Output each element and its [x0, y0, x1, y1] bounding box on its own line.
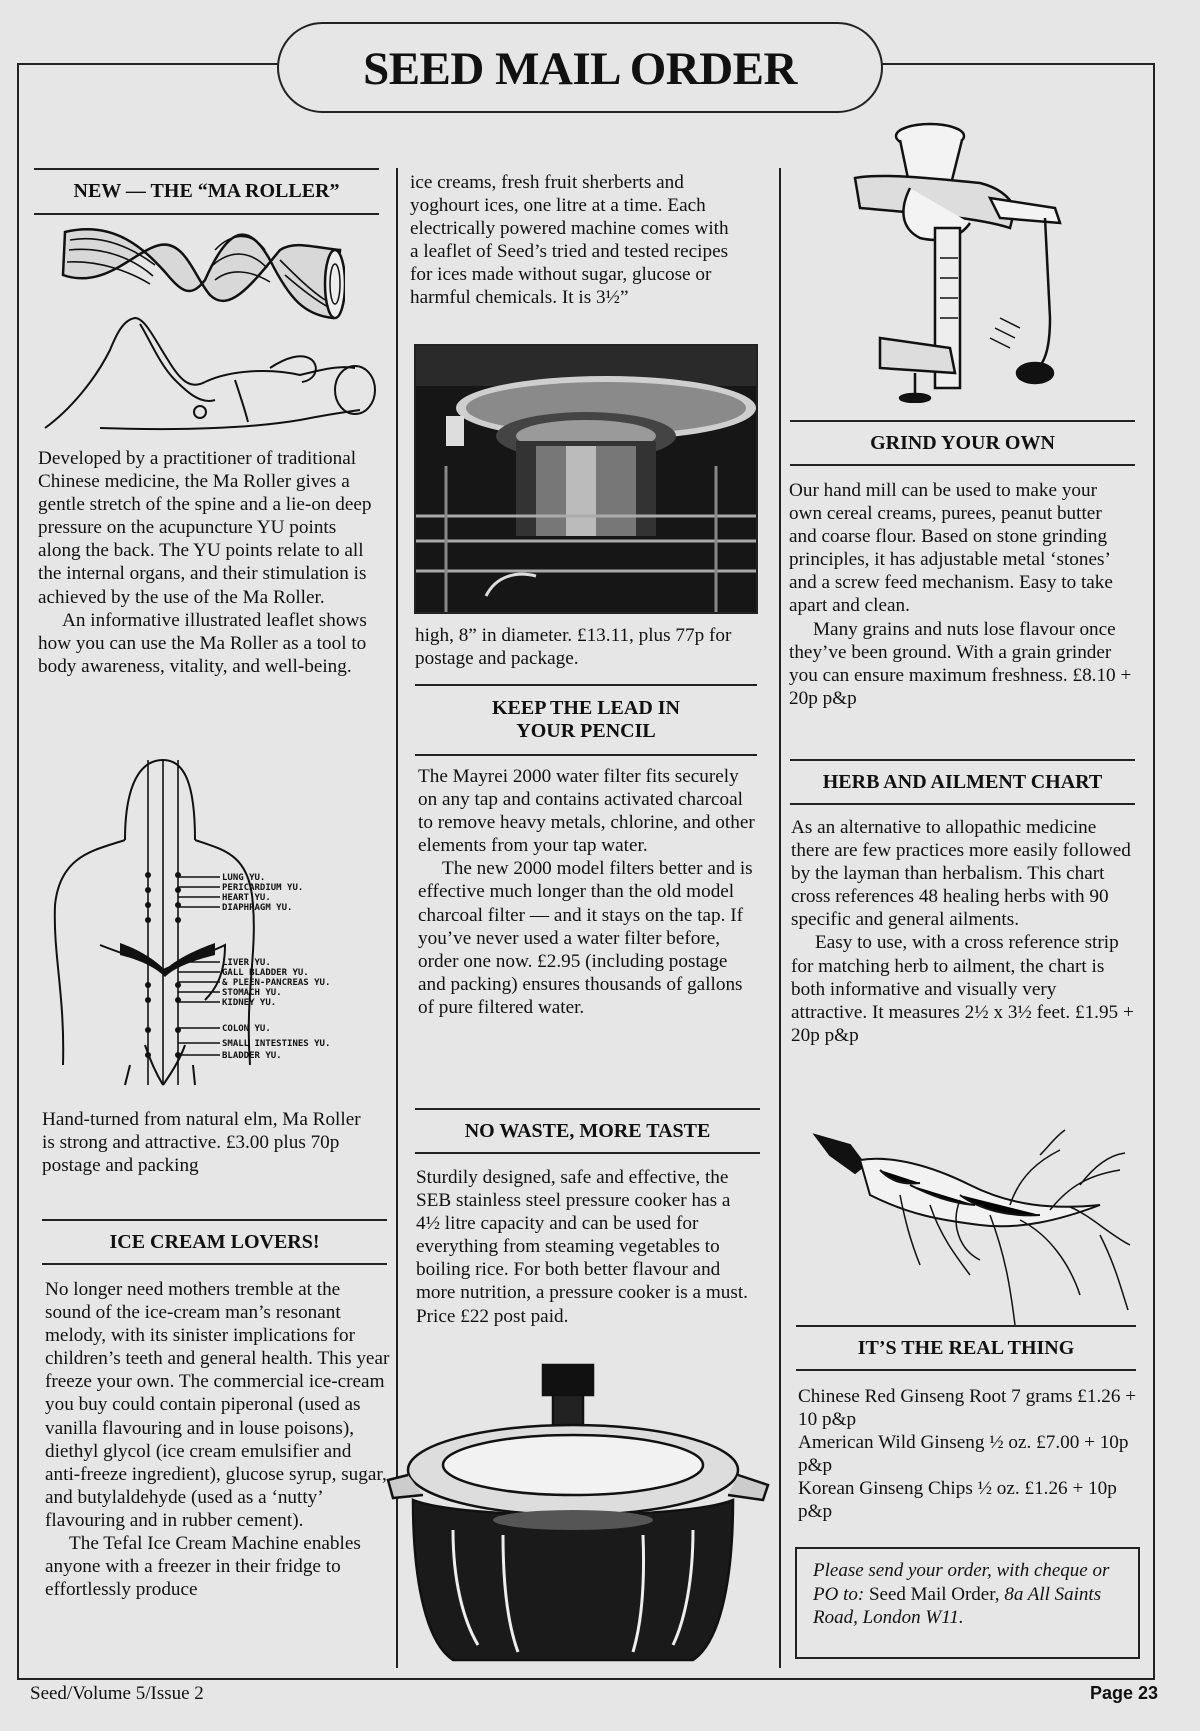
ice-cream-para1: No longer need mothers tremble at the sound of the ice-cream man’s resonant melody, with its sinister implications for children’s teeth and general health. This year freeze your own. The commercial ice-cream you buy could contain piperonal (used as vanilla flavouring and in louse poisons), diethyl glycol (ice cream emulsifier and anti-freeze ingredient), glucose syrup, sugar, and butylaldehyde (used as a ‘nutty’ flavouring and in rubber cement).	[45, 1279, 390, 1531]
ginseng-item: American Wild Ginseng ½ oz. £7.00 + 10p p&p	[798, 1432, 1129, 1477]
diagram-label: LIVER YU.	[222, 958, 271, 968]
herb-chart-text	[791, 816, 1136, 1047]
herb-chart-para1: As an alternative to allopathic medicine there are few practices more easily followed by the layman than herbalism. This chart cross references 48 healing herbs with 90 specific and general ailments.	[791, 817, 1131, 931]
reclining-figure-illustration	[40, 310, 380, 438]
grind-text	[789, 479, 1134, 710]
diagram-label: HEART YU.	[222, 893, 271, 903]
ice-cream-continued: ice creams, fresh fruit sherberts and yoghourt ices, one litre at a time. Each electrically powered machine comes with a leaflet of Seed’s tried and tested recipes for ices made without sugar, glucose or harmful chemicals. It is 3½”	[410, 172, 729, 309]
ginseng-price-list	[798, 1385, 1143, 1524]
ice-cream-machine-photo	[414, 344, 758, 614]
ginseng-item: Chinese Red Ginseng Root 7 grams £1.26 + 10 p&p	[798, 1386, 1137, 1431]
diagram-label: LUNG YU.	[222, 873, 266, 883]
hand-mill-illustration	[840, 118, 1070, 403]
ice-cream-text	[45, 1278, 390, 1601]
ice-cream-para2: The Tefal Ice Cream Machine enables anyone with a freezer in their fridge to effortlessly produce	[45, 1533, 361, 1601]
grind-para1: Our hand mill can be used to make your own cereal creams, purees, peanut butter and coarse flour. Based on stone grinding principles, it has adjustable metal ‘stones’ and a screw feed mechanism. Easy to take apart and clean.	[789, 480, 1113, 617]
diagram-label: & PLEEN-PANCREAS YU.	[222, 978, 331, 988]
order-address-box	[795, 1547, 1140, 1659]
order-note-intro: Please send your order, with cheque or PO to:	[813, 1560, 1110, 1605]
page-title: SEED MAIL ORDER	[363, 43, 797, 95]
pressure-cooker-heading: NO WASTE, MORE TASTE	[415, 1108, 760, 1154]
ma-roller-heading: NEW — THE “MA ROLLER”	[34, 168, 379, 215]
water-filter-para2: The new 2000 model filters better and is effective much longer than the old model charcoal filter — and it stays on the tap. If you’ve never used a water filter before, order one now. £2.95 (including postage and packing) ensures thousands of gallons of pure filtered water.	[418, 858, 753, 1018]
diagram-label: DIAPHRAGM YU.	[222, 903, 293, 913]
ginseng-item: Korean Ginseng Chips ½ oz. £1.26 + 10p p&p	[798, 1478, 1117, 1523]
yu-points-back-diagram	[45, 755, 390, 1090]
water-filter-heading	[415, 684, 757, 756]
diagram-label: SMALL INTESTINES YU.	[222, 1039, 331, 1049]
ma-roller-price-text: Hand-turned from natural elm, Ma Roller is strong and attractive. £3.00 plus 70p postage and packing	[42, 1109, 361, 1177]
ma-roller-text	[38, 447, 383, 678]
pressure-cooker-text: Sturdily designed, safe and effective, the SEB stainless steel pressure cooker has a 4½ litre capacity and can be used for everything from steaming vegetables to boiling rice. For both better flavour and more nutrition, a pressure cooker is a must. Price £22 post paid.	[416, 1167, 748, 1327]
footer-page-number: Page 23	[1090, 1683, 1159, 1703]
ice-cream-price: high, 8” in diameter. £13.11, plus 77p for postage and package.	[415, 625, 732, 670]
diagram-label: COLON YU.	[222, 1024, 271, 1034]
water-filter-text	[418, 765, 758, 1019]
order-note-address: 8a All Saints Road, London W11.	[813, 1583, 1102, 1628]
order-note-company: Seed Mail Order,	[868, 1583, 1000, 1605]
ginseng-heading: IT’S THE REAL THING	[796, 1325, 1136, 1371]
water-filter-heading-line2: YOUR PENCIL	[516, 720, 656, 742]
grind-para2: Many grains and nuts lose flavour once they’ve been ground. With a grain grinder you can ensure maximum freshness. £8.10 + 20p p&p	[789, 618, 1132, 709]
ma-roller-para1: Developed by a practitioner of traditional Chinese medicine, the Ma Roller gives a gentle stretch of the spine and a lie-on deep pressure on the acupuncture YU points along the back. The YU points relate to all the internal organs, and their stimulation is achieved by the use of the Ma Roller.	[38, 448, 372, 608]
ginseng-root-illustration	[810, 1125, 1140, 1330]
water-filter-para1: The Mayrei 2000 water filter fits securely on any tap and contains activated charcoal to remove heavy metals, chlorine, and other elements from your tap water.	[418, 766, 755, 857]
footer-issue: Seed/Volume 5/Issue 2	[30, 1683, 204, 1704]
diagram-label: STOMACH YU.	[222, 988, 282, 998]
diagram-label: PERICARDIUM YU.	[222, 883, 304, 893]
herb-chart-para2: Easy to use, with a cross reference strip for matching herb to ailment, the chart is both informative and visually very attractive. It measures 2½ x 3½ feet. £1.95 + 20p p&p	[791, 932, 1134, 1046]
water-filter-heading-line1: KEEP THE LEAD IN	[491, 697, 681, 719]
diagram-label: BLADDER YU.	[222, 1051, 282, 1061]
pressure-cooker-illustration	[383, 1360, 773, 1670]
ice-cream-heading: ICE CREAM LOVERS!	[42, 1219, 387, 1265]
column-divider-right	[779, 168, 781, 1668]
ma-roller-para2: An informative illustrated leaflet shows how you can use the Ma Roller as a tool to body awareness, vitality, and well-being.	[38, 609, 367, 677]
herb-chart-heading: HERB AND AILMENT CHART	[790, 759, 1135, 805]
diagram-label: GALL BLADDER YU.	[222, 968, 309, 978]
title-banner	[277, 22, 883, 113]
grind-heading: GRIND YOUR OWN	[790, 420, 1135, 466]
diagram-label: KIDNEY YU.	[222, 998, 277, 1008]
